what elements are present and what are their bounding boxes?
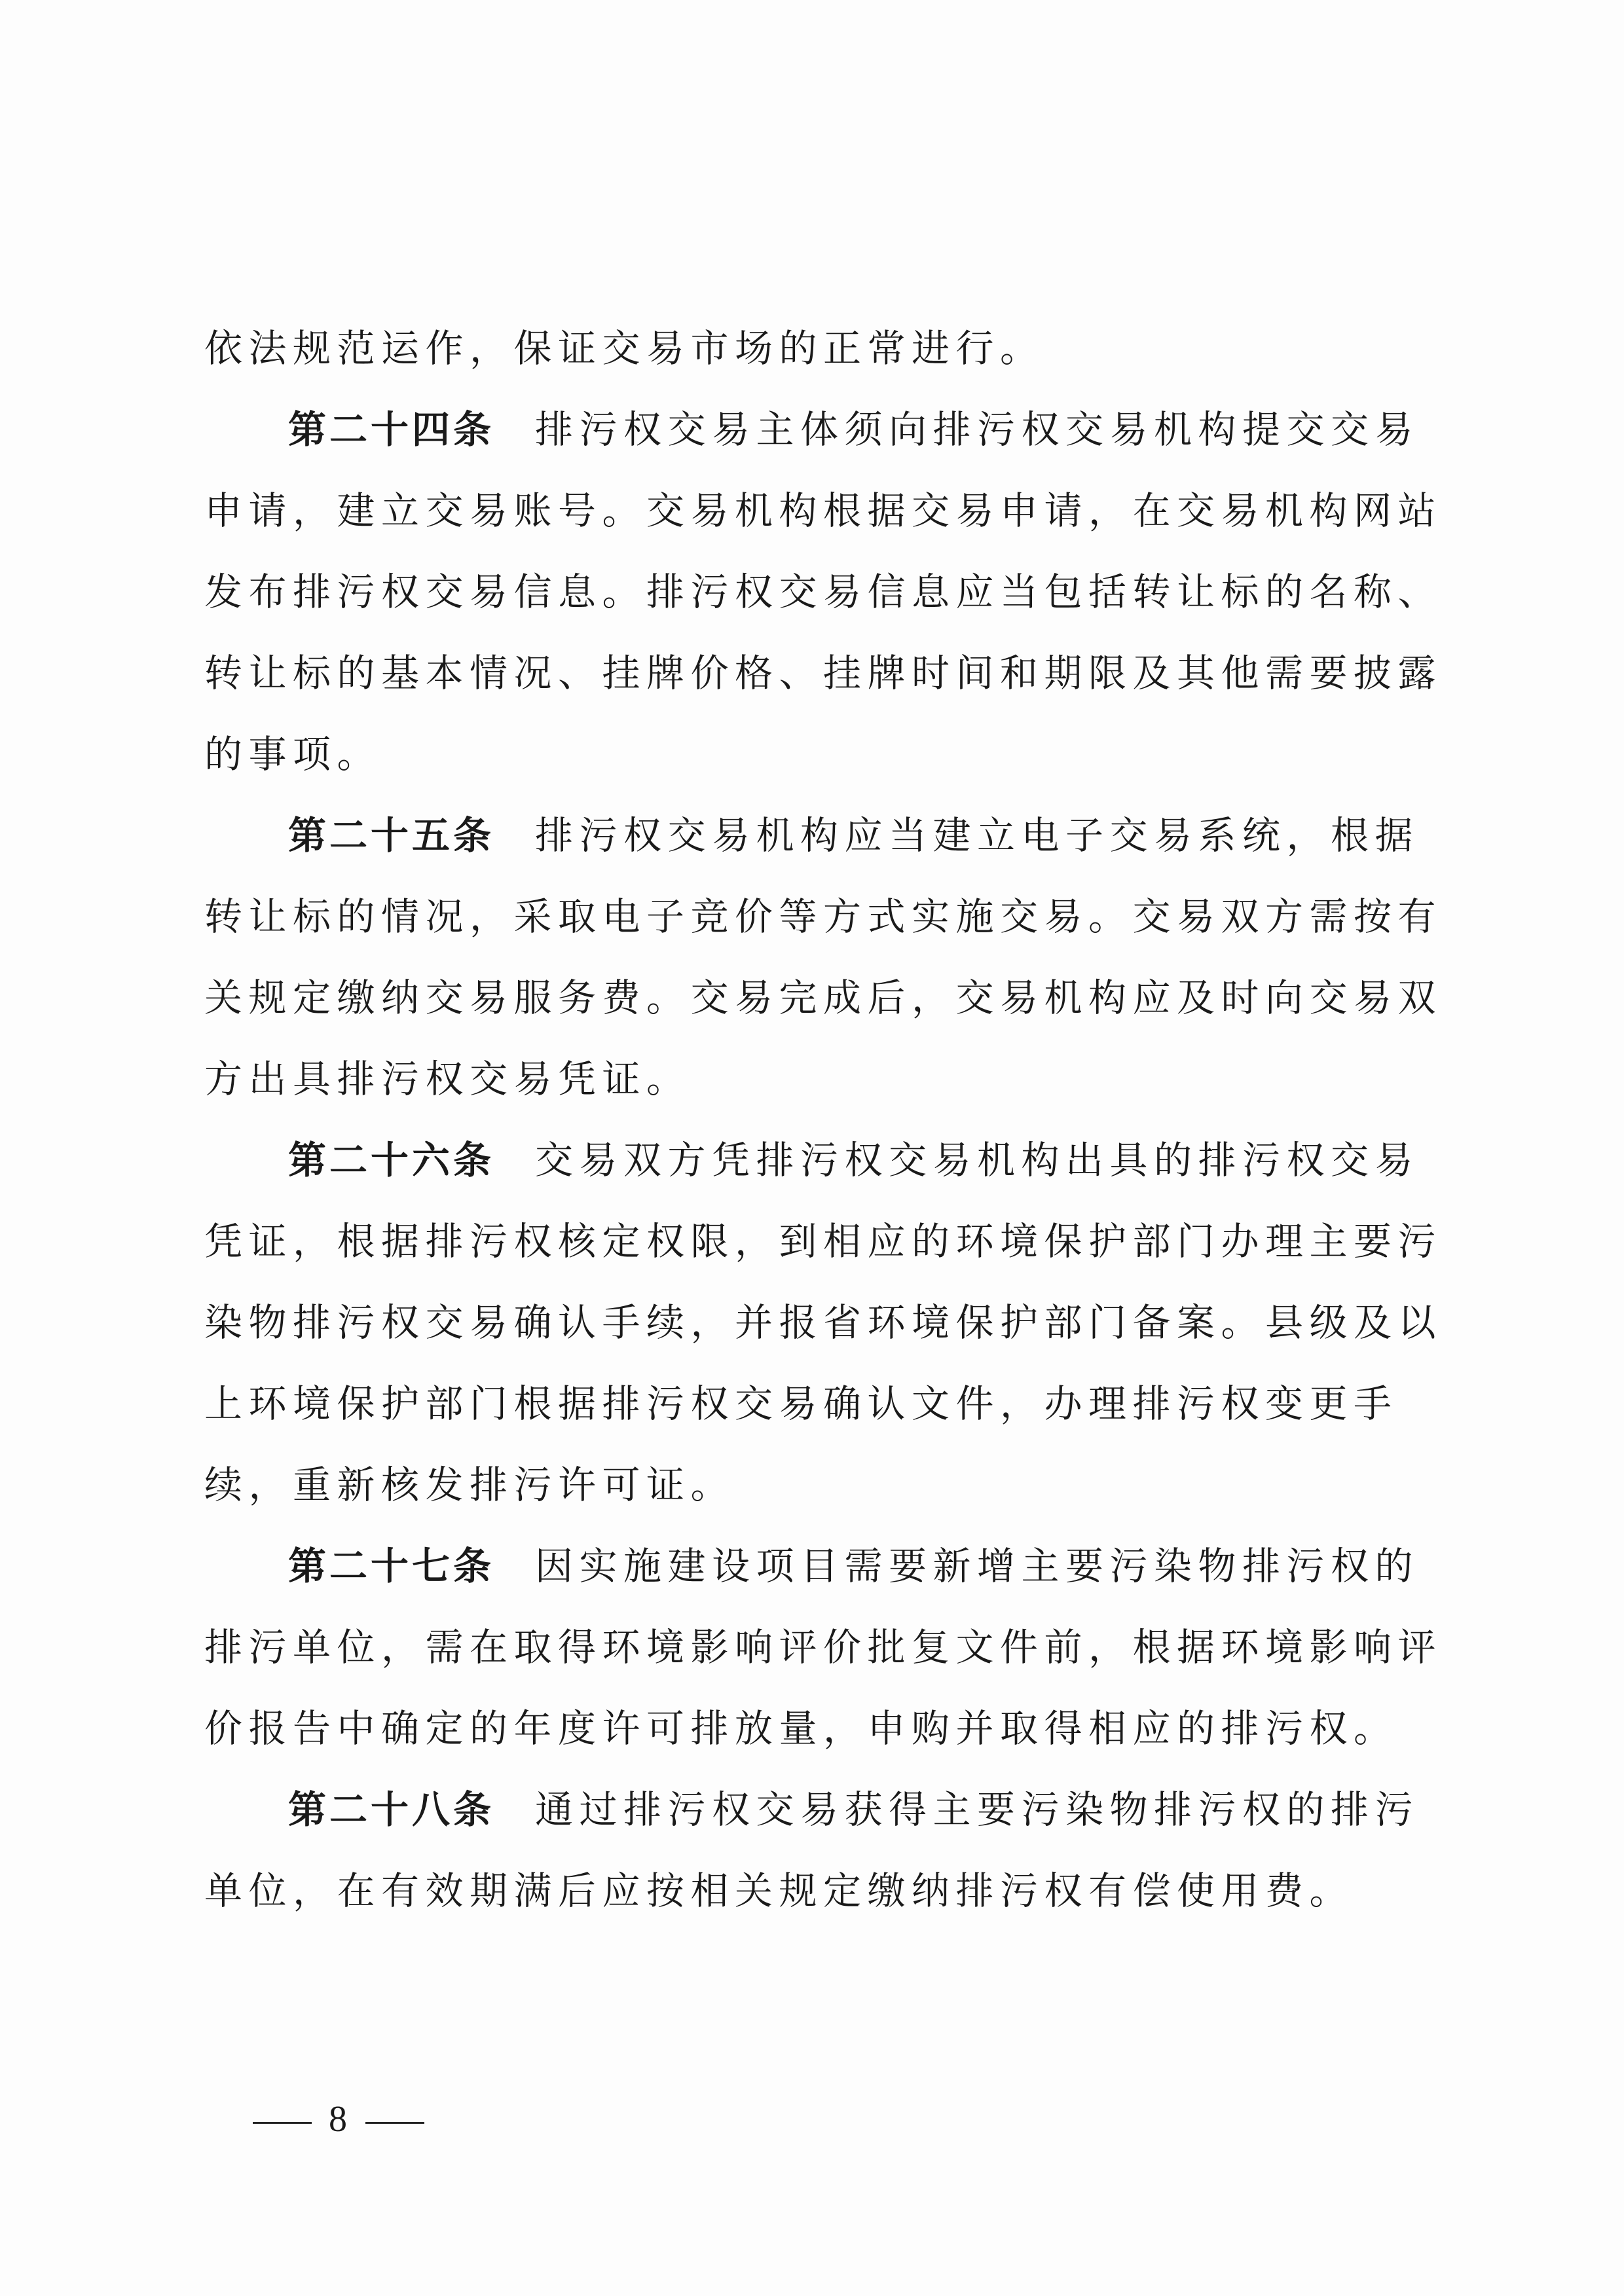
line-text: 续，重新核发排污许可证。 bbox=[204, 1463, 735, 1507]
paragraph bbox=[204, 389, 1443, 795]
paragraph bbox=[204, 308, 1401, 389]
line-text: 交易双方凭排污权交易机构出具的排污权交易 bbox=[535, 1138, 1420, 1182]
article-label: 第二十七条 bbox=[288, 1544, 495, 1588]
footer-dash-left bbox=[253, 2122, 312, 2124]
line-text: 因实施建设项目需要新增主要污染物排污权的 bbox=[535, 1544, 1420, 1588]
text-line bbox=[204, 551, 1443, 632]
line-text: 关规定缴纳交易服务费。交易完成后，交易机构应及时向交易双 bbox=[204, 975, 1443, 1020]
page-number: 8 bbox=[329, 2099, 348, 2140]
line-text: 申请，建立交易账号。交易机构根据交易申请，在交易机构网站 bbox=[204, 488, 1443, 533]
paragraph bbox=[204, 1525, 1443, 1769]
line-text: 上环境保护部门根据排污权交易确认文件，办理排污权变更手 bbox=[204, 1381, 1398, 1426]
paragraph bbox=[204, 1120, 1443, 1525]
line-text: 依法规范运作，保证交易市场的正常进行。 bbox=[204, 326, 1044, 371]
text-line bbox=[204, 1363, 1401, 1444]
footer-dash-right bbox=[365, 2122, 424, 2124]
text-line bbox=[204, 957, 1443, 1038]
document-body bbox=[204, 308, 1443, 1931]
article-label: 第二十四条 bbox=[288, 407, 495, 452]
article-label: 第二十八条 bbox=[288, 1787, 495, 1832]
text-line bbox=[204, 308, 1401, 389]
text-line bbox=[204, 1444, 1401, 1525]
text-line bbox=[204, 632, 1443, 714]
text-line bbox=[204, 1688, 1401, 1769]
text-line bbox=[204, 714, 1401, 795]
line-text: 单位，在有效期满后应按相关规定缴纳排污权有偿使用费。 bbox=[204, 1868, 1354, 1913]
line-text: 通过排污权交易获得主要污染物排污权的排污 bbox=[535, 1787, 1420, 1832]
page-footer bbox=[236, 2098, 441, 2140]
paragraph bbox=[204, 1769, 1420, 1931]
line-text: 转让标的情况，采取电子竞价等方式实施交易。交易双方需按有 bbox=[204, 894, 1443, 939]
text-line bbox=[204, 1607, 1443, 1688]
text-line bbox=[204, 1201, 1443, 1282]
line-text: 凭证，根据排污权核定权限，到相应的环境保护部门办理主要污 bbox=[204, 1219, 1443, 1264]
line-text: 方出具排污权交易凭证。 bbox=[204, 1057, 691, 1101]
text-line bbox=[204, 1850, 1401, 1931]
article-label: 第二十五条 bbox=[288, 813, 495, 858]
line-text: 排污单位，需在取得环境影响评价批复文件前，根据环境影响评 bbox=[204, 1625, 1443, 1669]
line-text: 价报告中确定的年度许可排放量，申购并取得相应的排污权。 bbox=[204, 1706, 1398, 1751]
line-text: 发布排污权交易信息。排污权交易信息应当包括转让标的名称、 bbox=[204, 570, 1443, 614]
article-label: 第二十六条 bbox=[288, 1138, 495, 1182]
line-text: 的事项。 bbox=[204, 732, 382, 776]
text-line bbox=[204, 795, 1420, 876]
line-text: 排污权交易主体须向排污权交易机构提交交易 bbox=[535, 407, 1420, 452]
text-line bbox=[204, 1120, 1420, 1201]
text-line bbox=[204, 1525, 1420, 1607]
line-text: 排污权交易机构应当建立电子交易系统，根据 bbox=[535, 813, 1420, 858]
line-text: 转让标的基本情况、挂牌价格、挂牌时间和期限及其他需要披露 bbox=[204, 651, 1443, 695]
text-line bbox=[204, 1038, 1401, 1120]
text-line bbox=[204, 876, 1443, 957]
paragraph bbox=[204, 795, 1443, 1120]
text-line bbox=[204, 389, 1420, 470]
text-line bbox=[204, 1769, 1420, 1850]
line-text: 染物排污权交易确认手续，并报省环境保护部门备案。县级及以 bbox=[204, 1300, 1443, 1345]
text-line bbox=[204, 1282, 1443, 1363]
text-line bbox=[204, 470, 1443, 551]
